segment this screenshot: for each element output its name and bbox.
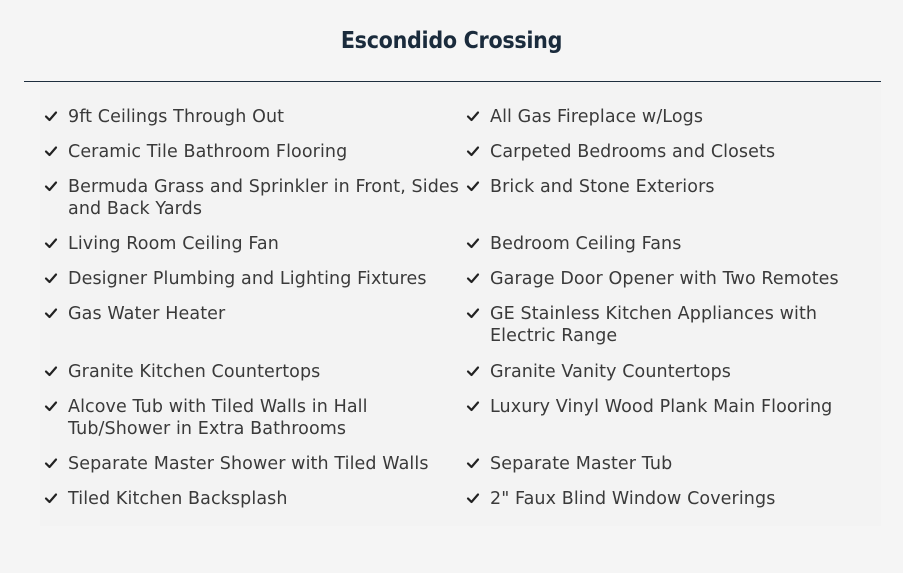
feature-label: Granite Vanity Countertops bbox=[490, 362, 732, 382]
feature-label: Luxury Vinyl Wood Plank Main Flooring bbox=[490, 397, 833, 417]
feature-label: Separate Master Tub bbox=[490, 454, 673, 474]
feature-label: All Gas Fireplace w/Logs bbox=[490, 107, 704, 127]
feature-item bbox=[466, 233, 881, 255]
checkmark-icon bbox=[466, 364, 480, 378]
feature-item bbox=[44, 303, 464, 325]
checkmark-icon bbox=[466, 236, 480, 250]
checkmark-icon bbox=[466, 179, 480, 193]
feature-item bbox=[466, 176, 881, 198]
feature-label: 2" Faux Blind Window Coverings bbox=[490, 489, 776, 509]
feature-label: Bermuda Grass and Sprinkler in Front, Sides and Back Yards bbox=[68, 177, 460, 219]
feature-label: Living Room Ceiling Fan bbox=[68, 234, 279, 254]
feature-label: Brick and Stone Exteriors bbox=[490, 177, 715, 197]
checkmark-icon bbox=[44, 109, 58, 123]
checkmark-icon bbox=[44, 399, 58, 413]
feature-item bbox=[44, 488, 464, 510]
checkmark-icon bbox=[466, 491, 480, 505]
feature-item bbox=[466, 303, 881, 347]
checkmark-icon bbox=[44, 306, 58, 320]
feature-item bbox=[44, 361, 464, 383]
feature-item bbox=[44, 141, 464, 163]
checkmark-icon bbox=[44, 456, 58, 470]
checkmark-icon bbox=[466, 109, 480, 123]
feature-item bbox=[44, 106, 464, 128]
feature-label: Gas Water Heater bbox=[68, 304, 226, 324]
feature-label: Bedroom Ceiling Fans bbox=[490, 234, 682, 254]
checkmark-icon bbox=[44, 179, 58, 193]
feature-label: Tiled Kitchen Backsplash bbox=[68, 489, 288, 509]
feature-label: GE Stainless Kitchen Appliances with Electric Range bbox=[490, 304, 818, 346]
feature-label: Carpeted Bedrooms and Closets bbox=[490, 142, 776, 162]
feature-item bbox=[44, 176, 464, 220]
feature-item bbox=[466, 488, 881, 510]
feature-label: 9ft Ceilings Through Out bbox=[68, 107, 285, 127]
feature-label: Separate Master Shower with Tiled Walls bbox=[68, 454, 429, 474]
checkmark-icon bbox=[466, 306, 480, 320]
checkmark-icon bbox=[466, 271, 480, 285]
checkmark-icon bbox=[466, 456, 480, 470]
feature-item bbox=[466, 361, 881, 383]
checkmark-icon bbox=[466, 399, 480, 413]
feature-item bbox=[466, 141, 881, 163]
checkmark-icon bbox=[466, 144, 480, 158]
feature-label: Alcove Tub with Tiled Walls in Hall Tub/Shower in Extra Bathrooms bbox=[68, 397, 368, 439]
page-title: Escondido Crossing bbox=[340, 28, 563, 54]
feature-item bbox=[466, 106, 881, 128]
feature-item bbox=[44, 396, 464, 440]
feature-item bbox=[44, 268, 464, 290]
feature-label: Granite Kitchen Countertops bbox=[68, 362, 321, 382]
feature-label: Ceramic Tile Bathroom Flooring bbox=[68, 142, 348, 162]
checkmark-icon bbox=[44, 236, 58, 250]
checkmark-icon bbox=[44, 491, 58, 505]
checkmark-icon bbox=[44, 144, 58, 158]
feature-item bbox=[466, 453, 881, 475]
feature-item bbox=[466, 396, 881, 418]
checkmark-icon bbox=[44, 271, 58, 285]
feature-item bbox=[466, 268, 881, 290]
feature-label: Designer Plumbing and Lighting Fixtures bbox=[68, 269, 427, 289]
feature-label: Garage Door Opener with Two Remotes bbox=[490, 269, 839, 289]
feature-item bbox=[44, 453, 464, 475]
checkmark-icon bbox=[44, 364, 58, 378]
feature-item bbox=[44, 233, 464, 255]
